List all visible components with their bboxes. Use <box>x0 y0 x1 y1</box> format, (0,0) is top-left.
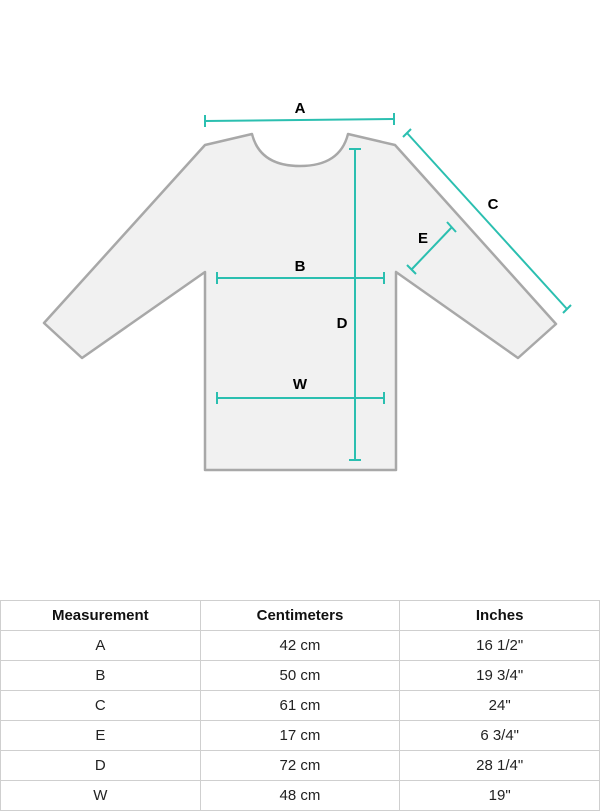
cell-inches: 24" <box>400 691 600 721</box>
cell-inches: 19 3/4" <box>400 661 600 691</box>
label-a: A <box>294 100 306 117</box>
cell-measurement: C <box>1 691 201 721</box>
cell-centimeters: 48 cm <box>200 781 400 811</box>
cell-centimeters: 72 cm <box>200 751 400 781</box>
cell-measurement: E <box>1 721 201 751</box>
size-table <box>0 600 600 811</box>
table-row <box>1 721 600 751</box>
table-row <box>1 751 600 781</box>
header-measurement: Measurement <box>1 601 201 631</box>
table-row <box>1 631 600 661</box>
cell-measurement: W <box>1 781 201 811</box>
cell-centimeters: 50 cm <box>200 661 400 691</box>
header-centimeters: Centimeters <box>200 601 400 631</box>
header-inches: Inches <box>400 601 600 631</box>
label-c: C <box>487 196 499 213</box>
cell-measurement: D <box>1 751 201 781</box>
cell-centimeters: 61 cm <box>200 691 400 721</box>
table-row <box>1 661 600 691</box>
table-row <box>1 781 600 811</box>
label-e: E <box>417 230 429 247</box>
cell-measurement: B <box>1 661 201 691</box>
cell-inches: 19" <box>400 781 600 811</box>
label-w: W <box>292 376 308 393</box>
cell-inches: 16 1/2" <box>400 631 600 661</box>
cell-measurement: A <box>1 631 201 661</box>
cell-centimeters: 17 cm <box>200 721 400 751</box>
cell-centimeters: 42 cm <box>200 631 400 661</box>
label-d: D <box>336 315 348 332</box>
table-row <box>1 691 600 721</box>
label-b: B <box>294 258 306 275</box>
sweater-outline <box>44 134 556 470</box>
cell-inches: 6 3/4" <box>400 721 600 751</box>
cell-inches: 28 1/4" <box>400 751 600 781</box>
table-header-row <box>1 601 600 631</box>
